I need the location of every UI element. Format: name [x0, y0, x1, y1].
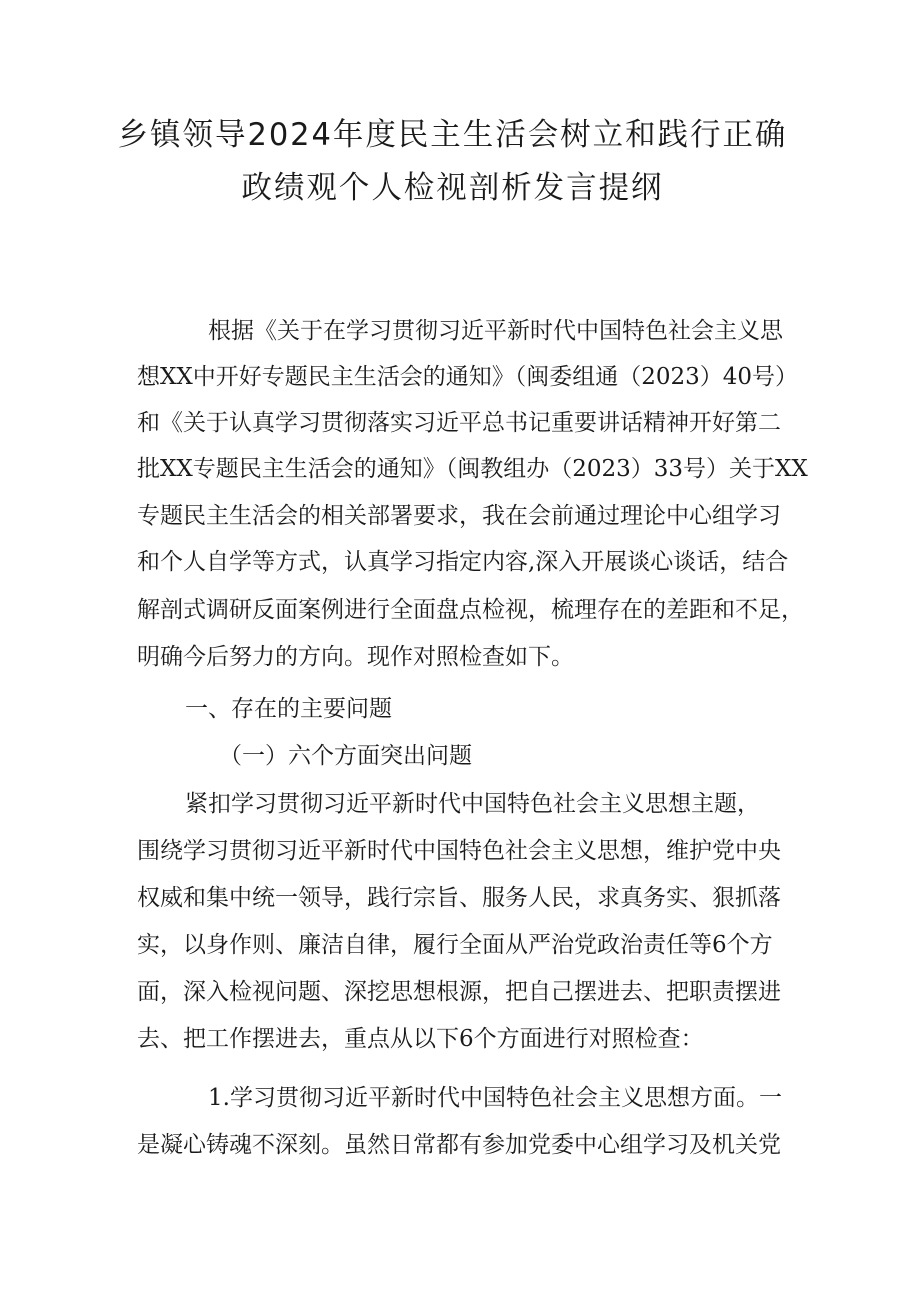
paragraph-line: 围绕学习贯彻习近平新时代中国特色社会主义思想，维护党中央 [137, 838, 781, 864]
paragraph-line: 和《关于认真学习贯彻落实习近平总书记重要讲话精神开好第二 [137, 410, 781, 436]
paragraph-line: 专题民主生活会的相关部署要求，我在会前通过理论中心组学习 [137, 503, 781, 529]
paragraph-line: 1.学习贯彻习近平新时代中国特色社会主义思想方面。一 [208, 1085, 782, 1111]
paragraph-line: 是凝心铸魂不深刻。虽然日常都有参加党委中心组学习及机关党 [137, 1132, 781, 1158]
paragraph-line: 去、把工作摆进去，重点从以下6个方面进行对照检查： [137, 1026, 704, 1052]
paragraph-line: 实，以身作则、廉洁自律，履行全面从严治党政治责任等6个方 [137, 932, 773, 958]
paragraph-line: 紧扣学习贯彻习近平新时代中国特色社会主义思想主题， [185, 791, 760, 817]
paragraph-line: 想XX中开好专题民主生活会的通知》（闽委组通（2023）40号） [137, 364, 799, 390]
paragraph-line: 面，深入检视问题、深挖思想根源，把自己摆进去、把职责摆进 [137, 979, 781, 1005]
subsection-heading: （一）六个方面突出问题 [219, 743, 472, 769]
section-heading: 一、存在的主要问题 [185, 696, 392, 722]
paragraph-line: 解剖式调研反面案例进行全面盘点检视，梳理存在的差距和不足， [137, 597, 804, 623]
document-title-line-2: 政绩观个人检视剖析发言提纲 [241, 170, 664, 206]
paragraph-line: 明确今后努力的方向。现作对照检查如下。 [137, 644, 574, 670]
paragraph-line: 批XX专题民主生活会的通知》（闽教组办（2023）33号）关于XX [137, 456, 808, 482]
document-title-line-1: 乡镇领导2024年度民主生活会树立和践行正确 [117, 117, 788, 153]
paragraph-line: 和个人自学等方式，认真学习指定内容,深入开展谈心谈话，结合 [137, 549, 789, 575]
paragraph-line: 权威和集中统一领导，践行宗旨、服务人民，求真务实、狠抓落 [137, 885, 781, 911]
paragraph-line: 根据《关于在学习贯彻习近平新时代中国特色社会主义思 [208, 318, 783, 344]
